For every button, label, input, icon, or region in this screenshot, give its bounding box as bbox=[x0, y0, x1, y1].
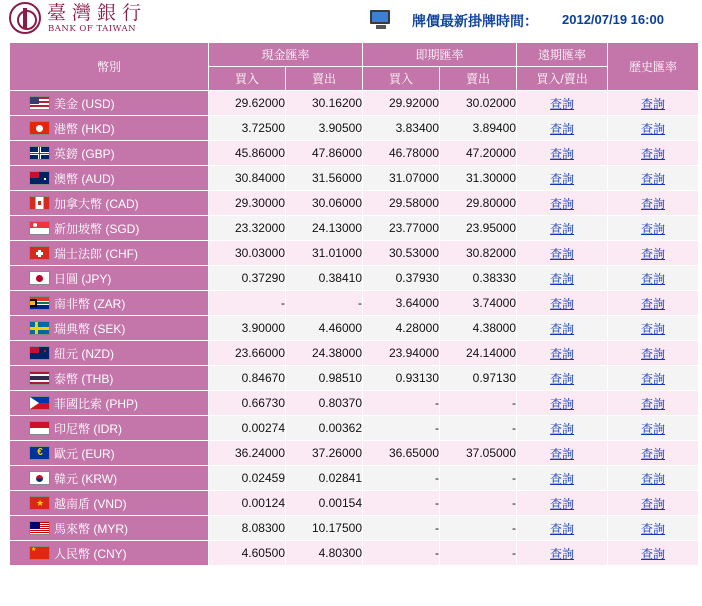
cash-sell-value: 4.46000 bbox=[286, 316, 363, 341]
currency-name: 紐元 (NZD) bbox=[54, 346, 114, 361]
cash-buy-value: 36.24000 bbox=[209, 441, 286, 466]
cash-sell-value: 37.26000 bbox=[286, 441, 363, 466]
history-cell bbox=[608, 216, 699, 241]
history-cell bbox=[608, 341, 699, 366]
spot-buy-value: - bbox=[363, 516, 440, 541]
flag-part: ★ bbox=[31, 547, 37, 553]
currency-wrap bbox=[10, 195, 208, 212]
spot-buy-value: - bbox=[363, 491, 440, 516]
forward-query-link[interactable]: 查詢 bbox=[550, 221, 575, 236]
currency-wrap bbox=[10, 545, 208, 562]
history-query-link[interactable]: 查詢 bbox=[641, 271, 666, 286]
spot-sell-value: - bbox=[440, 541, 517, 566]
forward-cell bbox=[517, 416, 608, 441]
currency-wrap bbox=[10, 470, 208, 487]
currency-name: 美金 (USD) bbox=[54, 96, 115, 111]
currency-wrap bbox=[10, 495, 208, 512]
history-cell bbox=[608, 516, 699, 541]
cash-buy-value: 29.30000 bbox=[209, 191, 286, 216]
cash-buy-value: 0.37290 bbox=[209, 266, 286, 291]
spot-sell-value: 37.05000 bbox=[440, 441, 517, 466]
cash-sell-value: 0.00362 bbox=[286, 416, 363, 441]
rate-row-aud bbox=[10, 166, 699, 191]
forward-query-link[interactable]: 查詢 bbox=[550, 446, 575, 461]
spot-sell-value: - bbox=[440, 391, 517, 416]
cash-sell-value: 31.01000 bbox=[286, 241, 363, 266]
flag-krw-icon bbox=[29, 471, 50, 485]
currency-cell bbox=[10, 191, 209, 216]
rate-row-vnd bbox=[10, 491, 699, 516]
forward-cell bbox=[517, 466, 608, 491]
currency-wrap bbox=[10, 520, 208, 537]
currency-cell bbox=[10, 316, 209, 341]
history-query-link[interactable]: 查詢 bbox=[641, 321, 666, 336]
spot-buy-value: 30.53000 bbox=[363, 241, 440, 266]
currency-name: 人民幣 (CNY) bbox=[54, 546, 127, 561]
spot-buy-value: 36.65000 bbox=[363, 441, 440, 466]
rate-row-sek bbox=[10, 316, 699, 341]
currency-wrap bbox=[10, 370, 208, 387]
currency-cell bbox=[10, 366, 209, 391]
currency-name: 歐元 (EUR) bbox=[54, 446, 115, 461]
cash-sell-value: - bbox=[286, 291, 363, 316]
forward-query-link[interactable]: 查詢 bbox=[550, 146, 575, 161]
forward-query-link[interactable]: 查詢 bbox=[550, 96, 575, 111]
currency-wrap bbox=[10, 145, 208, 162]
flag-jpy-icon bbox=[29, 271, 50, 285]
flag-usd-icon bbox=[29, 96, 50, 110]
flag-cny-icon bbox=[29, 546, 50, 560]
cash-sell-value: 0.02841 bbox=[286, 466, 363, 491]
flag-part: ★ bbox=[36, 498, 45, 508]
flag-part bbox=[30, 347, 39, 353]
spot-buy-value: 3.64000 bbox=[363, 291, 440, 316]
forward-cell bbox=[517, 116, 608, 141]
forward-cell bbox=[517, 391, 608, 416]
flag-part bbox=[30, 327, 49, 330]
spot-sell-value: - bbox=[440, 516, 517, 541]
rate-row-idr bbox=[10, 416, 699, 441]
currency-wrap bbox=[10, 245, 208, 262]
forward-cell bbox=[517, 141, 608, 166]
forward-cell bbox=[517, 91, 608, 116]
cash-sell-value: 3.90500 bbox=[286, 116, 363, 141]
spot-buy-value: 23.77000 bbox=[363, 216, 440, 241]
currency-name: 港幣 (HKD) bbox=[54, 121, 115, 136]
currency-wrap bbox=[10, 295, 208, 312]
spot-buy-value: 0.37930 bbox=[363, 266, 440, 291]
currency-name: 日圓 (JPY) bbox=[54, 271, 112, 286]
flag-part bbox=[30, 172, 39, 178]
cash-sell-value: 10.17500 bbox=[286, 516, 363, 541]
history-cell bbox=[608, 391, 699, 416]
currency-cell bbox=[10, 516, 209, 541]
currency-cell bbox=[10, 541, 209, 566]
cash-buy-value: 30.84000 bbox=[209, 166, 286, 191]
spot-buy-value: 29.92000 bbox=[363, 91, 440, 116]
bank-name-english: BANK OF TAIWAN bbox=[48, 24, 137, 34]
history-cell bbox=[608, 466, 699, 491]
flag-idr-icon bbox=[29, 421, 50, 435]
flag-part bbox=[36, 475, 43, 482]
table-header-row bbox=[10, 43, 699, 67]
currency-name: 加拿大幣 (CAD) bbox=[54, 196, 139, 211]
spot-buy-value: - bbox=[363, 541, 440, 566]
forward-cell bbox=[517, 266, 608, 291]
history-query-link[interactable]: 查詢 bbox=[641, 371, 666, 386]
cash-buy-value: 0.00274 bbox=[209, 416, 286, 441]
header-history-rate: 歷史匯率 bbox=[608, 43, 699, 91]
cash-buy-value: 0.66730 bbox=[209, 391, 286, 416]
spot-buy-value: 3.83400 bbox=[363, 116, 440, 141]
currency-name: 越南盾 (VND) bbox=[54, 496, 127, 511]
flag-thb-icon bbox=[29, 371, 50, 385]
currency-wrap bbox=[10, 420, 208, 437]
currency-name: 馬來幣 (MYR) bbox=[54, 521, 128, 536]
cash-sell-value: 0.00154 bbox=[286, 491, 363, 516]
bank-name: 臺灣銀行 bbox=[47, 2, 148, 24]
rate-row-cad bbox=[10, 191, 699, 216]
history-cell bbox=[608, 166, 699, 191]
spot-sell-value: - bbox=[440, 466, 517, 491]
rate-row-eur bbox=[10, 441, 699, 466]
flag-vnd-icon bbox=[29, 496, 50, 510]
history-query-link[interactable]: 查詢 bbox=[641, 296, 666, 311]
history-cell bbox=[608, 316, 699, 341]
forward-query-link[interactable]: 查詢 bbox=[550, 496, 575, 511]
history-cell bbox=[608, 541, 699, 566]
update-time-value: 2012/07/19 16:00 bbox=[562, 12, 664, 27]
forward-cell bbox=[517, 241, 608, 266]
rate-row-chf bbox=[10, 241, 699, 266]
header-currency: 幣別 bbox=[10, 43, 209, 91]
flag-part bbox=[44, 350, 46, 352]
history-cell bbox=[608, 266, 699, 291]
history-query-link[interactable]: 查詢 bbox=[641, 346, 666, 361]
flag-part bbox=[30, 301, 35, 305]
flag-part bbox=[33, 223, 37, 227]
cash-buy-value: 4.60500 bbox=[209, 541, 286, 566]
currency-cell bbox=[10, 91, 209, 116]
cash-sell-value: 24.38000 bbox=[286, 341, 363, 366]
flag-cad-icon bbox=[29, 196, 50, 210]
currency-cell bbox=[10, 441, 209, 466]
cash-buy-value: 30.03000 bbox=[209, 241, 286, 266]
spot-buy-value: 29.58000 bbox=[363, 191, 440, 216]
spot-buy-value: 0.93130 bbox=[363, 366, 440, 391]
header-spot-sell: 賣出 bbox=[440, 67, 517, 91]
forward-query-link[interactable]: 查詢 bbox=[550, 196, 575, 211]
cash-sell-value: 0.80370 bbox=[286, 391, 363, 416]
history-cell bbox=[608, 366, 699, 391]
header-forward-rate: 遠期匯率 bbox=[517, 43, 608, 67]
forward-query-link[interactable]: 查詢 bbox=[550, 471, 575, 486]
currency-name: 泰幣 (THB) bbox=[54, 371, 114, 386]
currency-name: 瑞士法郎 (CHF) bbox=[54, 246, 138, 261]
currency-cell bbox=[10, 416, 209, 441]
spot-sell-value: 0.97130 bbox=[440, 366, 517, 391]
currency-wrap bbox=[10, 395, 208, 412]
currency-wrap bbox=[10, 220, 208, 237]
forward-query-link[interactable]: 查詢 bbox=[550, 121, 575, 136]
currency-name: 新加坡幣 (SGD) bbox=[54, 221, 140, 236]
cash-buy-value: 45.86000 bbox=[209, 141, 286, 166]
spot-sell-value: - bbox=[440, 491, 517, 516]
cash-sell-value: 4.80300 bbox=[286, 541, 363, 566]
currency-wrap bbox=[10, 345, 208, 362]
currency-cell bbox=[10, 141, 209, 166]
spot-buy-value: - bbox=[363, 466, 440, 491]
flag-eur-icon bbox=[29, 446, 50, 460]
cash-buy-value: 8.08300 bbox=[209, 516, 286, 541]
spot-buy-value: 46.78000 bbox=[363, 141, 440, 166]
currency-cell bbox=[10, 116, 209, 141]
flag-part bbox=[30, 522, 40, 529]
currency-name: 韓元 (KRW) bbox=[54, 471, 118, 486]
currency-name: 菲國比索 (PHP) bbox=[54, 396, 139, 411]
bank-logo[interactable] bbox=[9, 2, 169, 38]
currency-wrap bbox=[10, 320, 208, 337]
rate-row-hkd bbox=[10, 116, 699, 141]
forward-cell bbox=[517, 541, 608, 566]
flag-part bbox=[36, 252, 43, 255]
history-cell bbox=[608, 91, 699, 116]
flag-hkd-icon bbox=[29, 121, 50, 135]
history-query-link[interactable]: 查詢 bbox=[641, 121, 666, 136]
cash-buy-value: 0.02459 bbox=[209, 466, 286, 491]
spot-sell-value: 3.89400 bbox=[440, 116, 517, 141]
currency-cell bbox=[10, 241, 209, 266]
currency-cell bbox=[10, 166, 209, 191]
update-time-label: 牌價最新掛牌時間： bbox=[412, 14, 538, 30]
history-query-link[interactable]: 查詢 bbox=[641, 471, 666, 486]
header-forward-buy-sell: 買入/賣出 bbox=[517, 67, 608, 91]
cash-sell-value: 31.56000 bbox=[286, 166, 363, 191]
forward-query-link[interactable]: 查詢 bbox=[550, 521, 575, 536]
flag-part bbox=[38, 201, 41, 205]
cash-buy-value: 29.62000 bbox=[209, 91, 286, 116]
history-query-link[interactable]: 查詢 bbox=[641, 96, 666, 111]
rate-row-usd bbox=[10, 91, 699, 116]
forward-cell bbox=[517, 166, 608, 191]
history-query-link[interactable]: 查詢 bbox=[641, 221, 666, 236]
rate-row-krw bbox=[10, 466, 699, 491]
flag-php-icon bbox=[29, 396, 50, 410]
spot-sell-value: 30.82000 bbox=[440, 241, 517, 266]
forward-query-link[interactable]: 查詢 bbox=[550, 321, 575, 336]
history-query-link[interactable]: 查詢 bbox=[641, 196, 666, 211]
forward-cell bbox=[517, 341, 608, 366]
forward-query-link[interactable]: 查詢 bbox=[550, 371, 575, 386]
currency-wrap bbox=[10, 170, 208, 187]
currency-wrap bbox=[10, 445, 208, 462]
flag-sgd-icon bbox=[29, 221, 50, 235]
history-cell bbox=[608, 491, 699, 516]
forward-query-link[interactable]: 查詢 bbox=[550, 171, 575, 186]
cash-sell-value: 47.86000 bbox=[286, 141, 363, 166]
cash-buy-value: - bbox=[209, 291, 286, 316]
cash-buy-value: 23.66000 bbox=[209, 341, 286, 366]
header-cash-sell: 賣出 bbox=[286, 67, 363, 91]
currency-cell bbox=[10, 216, 209, 241]
rate-row-nzd bbox=[10, 341, 699, 366]
currency-cell bbox=[10, 266, 209, 291]
flag-aud-icon bbox=[29, 171, 50, 185]
monitor-icon bbox=[370, 10, 390, 24]
history-cell bbox=[608, 191, 699, 216]
history-cell bbox=[608, 416, 699, 441]
flag-part bbox=[44, 178, 46, 180]
currency-wrap bbox=[10, 270, 208, 287]
forward-cell bbox=[517, 441, 608, 466]
forward-cell bbox=[517, 366, 608, 391]
flag-part: € bbox=[37, 447, 43, 458]
spot-sell-value: 47.20000 bbox=[440, 141, 517, 166]
rate-row-sgd bbox=[10, 216, 699, 241]
history-cell bbox=[608, 241, 699, 266]
spot-sell-value: 4.38000 bbox=[440, 316, 517, 341]
flag-part bbox=[36, 275, 43, 282]
history-cell bbox=[608, 141, 699, 166]
exchange-rate-table bbox=[9, 42, 699, 566]
currency-name: 澳幣 (AUD) bbox=[54, 171, 115, 186]
header-spot-buy: 買入 bbox=[363, 67, 440, 91]
currency-wrap bbox=[10, 95, 208, 112]
rate-row-zar bbox=[10, 291, 699, 316]
forward-cell bbox=[517, 491, 608, 516]
rate-row-thb bbox=[10, 366, 699, 391]
history-query-link[interactable]: 查詢 bbox=[641, 496, 666, 511]
cash-buy-value: 3.90000 bbox=[209, 316, 286, 341]
spot-buy-value: 4.28000 bbox=[363, 316, 440, 341]
currency-name: 南非幣 (ZAR) bbox=[54, 296, 126, 311]
currency-cell bbox=[10, 466, 209, 491]
spot-buy-value: - bbox=[363, 416, 440, 441]
cash-sell-value: 30.16200 bbox=[286, 91, 363, 116]
currency-wrap bbox=[10, 120, 208, 137]
history-query-link[interactable]: 查詢 bbox=[641, 146, 666, 161]
spot-sell-value: 23.95000 bbox=[440, 216, 517, 241]
currency-cell bbox=[10, 491, 209, 516]
currency-cell bbox=[10, 341, 209, 366]
currency-cell bbox=[10, 391, 209, 416]
forward-cell bbox=[517, 516, 608, 541]
cash-sell-value: 30.06000 bbox=[286, 191, 363, 216]
currency-name: 英鎊 (GBP) bbox=[54, 146, 115, 161]
spot-sell-value: 3.74000 bbox=[440, 291, 517, 316]
bank-seal-icon bbox=[9, 2, 41, 34]
cash-sell-value: 0.98510 bbox=[286, 366, 363, 391]
spot-sell-value: 29.80000 bbox=[440, 191, 517, 216]
history-query-link[interactable]: 查詢 bbox=[641, 246, 666, 261]
flag-part bbox=[36, 125, 43, 132]
history-query-link[interactable]: 查詢 bbox=[641, 521, 666, 536]
spot-sell-value: 30.02000 bbox=[440, 91, 517, 116]
cash-buy-value: 3.72500 bbox=[209, 116, 286, 141]
spot-buy-value: 23.94000 bbox=[363, 341, 440, 366]
history-cell bbox=[608, 441, 699, 466]
spot-sell-value: 0.38330 bbox=[440, 266, 517, 291]
history-query-link[interactable]: 查詢 bbox=[641, 171, 666, 186]
cash-buy-value: 0.00124 bbox=[209, 491, 286, 516]
spot-buy-value: - bbox=[363, 391, 440, 416]
page-header bbox=[0, 0, 702, 40]
rate-row-myr bbox=[10, 516, 699, 541]
forward-cell bbox=[517, 316, 608, 341]
cash-buy-value: 0.84670 bbox=[209, 366, 286, 391]
forward-query-link[interactable]: 查詢 bbox=[550, 546, 575, 561]
flag-part bbox=[35, 322, 38, 334]
history-cell bbox=[608, 116, 699, 141]
header-cash-rate: 現金匯率 bbox=[209, 43, 363, 67]
history-query-link[interactable]: 查詢 bbox=[641, 421, 666, 436]
flag-gbp-icon bbox=[29, 146, 50, 160]
cash-sell-value: 0.38410 bbox=[286, 266, 363, 291]
flag-part bbox=[30, 397, 39, 409]
flag-chf-icon bbox=[29, 246, 50, 260]
spot-sell-value: 31.30000 bbox=[440, 166, 517, 191]
forward-query-link[interactable]: 查詢 bbox=[550, 271, 575, 286]
history-query-link[interactable]: 查詢 bbox=[641, 546, 666, 561]
forward-cell bbox=[517, 191, 608, 216]
rate-row-cny bbox=[10, 541, 699, 566]
header-spot-rate: 即期匯率 bbox=[363, 43, 517, 67]
cash-buy-value: 23.32000 bbox=[209, 216, 286, 241]
flag-nzd-icon bbox=[29, 346, 50, 360]
forward-query-link[interactable]: 查詢 bbox=[550, 346, 575, 361]
rate-row-php bbox=[10, 391, 699, 416]
spot-buy-value: 31.07000 bbox=[363, 166, 440, 191]
forward-query-link[interactable]: 查詢 bbox=[550, 421, 575, 436]
forward-cell bbox=[517, 216, 608, 241]
currency-name: 瑞典幣 (SEK) bbox=[54, 321, 126, 336]
spot-sell-value: - bbox=[440, 416, 517, 441]
history-query-link[interactable]: 查詢 bbox=[641, 396, 666, 411]
history-cell bbox=[608, 291, 699, 316]
rate-row-gbp bbox=[10, 141, 699, 166]
forward-cell bbox=[517, 291, 608, 316]
forward-query-link[interactable]: 查詢 bbox=[550, 246, 575, 261]
forward-query-link[interactable]: 查詢 bbox=[550, 296, 575, 311]
currency-cell bbox=[10, 291, 209, 316]
forward-query-link[interactable]: 查詢 bbox=[550, 396, 575, 411]
cash-sell-value: 24.13000 bbox=[286, 216, 363, 241]
flag-myr-icon bbox=[29, 521, 50, 535]
header-cash-buy: 買入 bbox=[209, 67, 286, 91]
currency-name: 印尼幣 (IDR) bbox=[54, 421, 122, 436]
flag-zar-icon bbox=[29, 296, 50, 310]
spot-sell-value: 24.14000 bbox=[440, 341, 517, 366]
flag-sek-icon bbox=[29, 321, 50, 335]
flag-part bbox=[30, 97, 39, 104]
rate-row-jpy bbox=[10, 266, 699, 291]
rate-table-body bbox=[10, 91, 699, 566]
flag-part bbox=[39, 147, 40, 159]
history-query-link[interactable]: 查詢 bbox=[641, 446, 666, 461]
